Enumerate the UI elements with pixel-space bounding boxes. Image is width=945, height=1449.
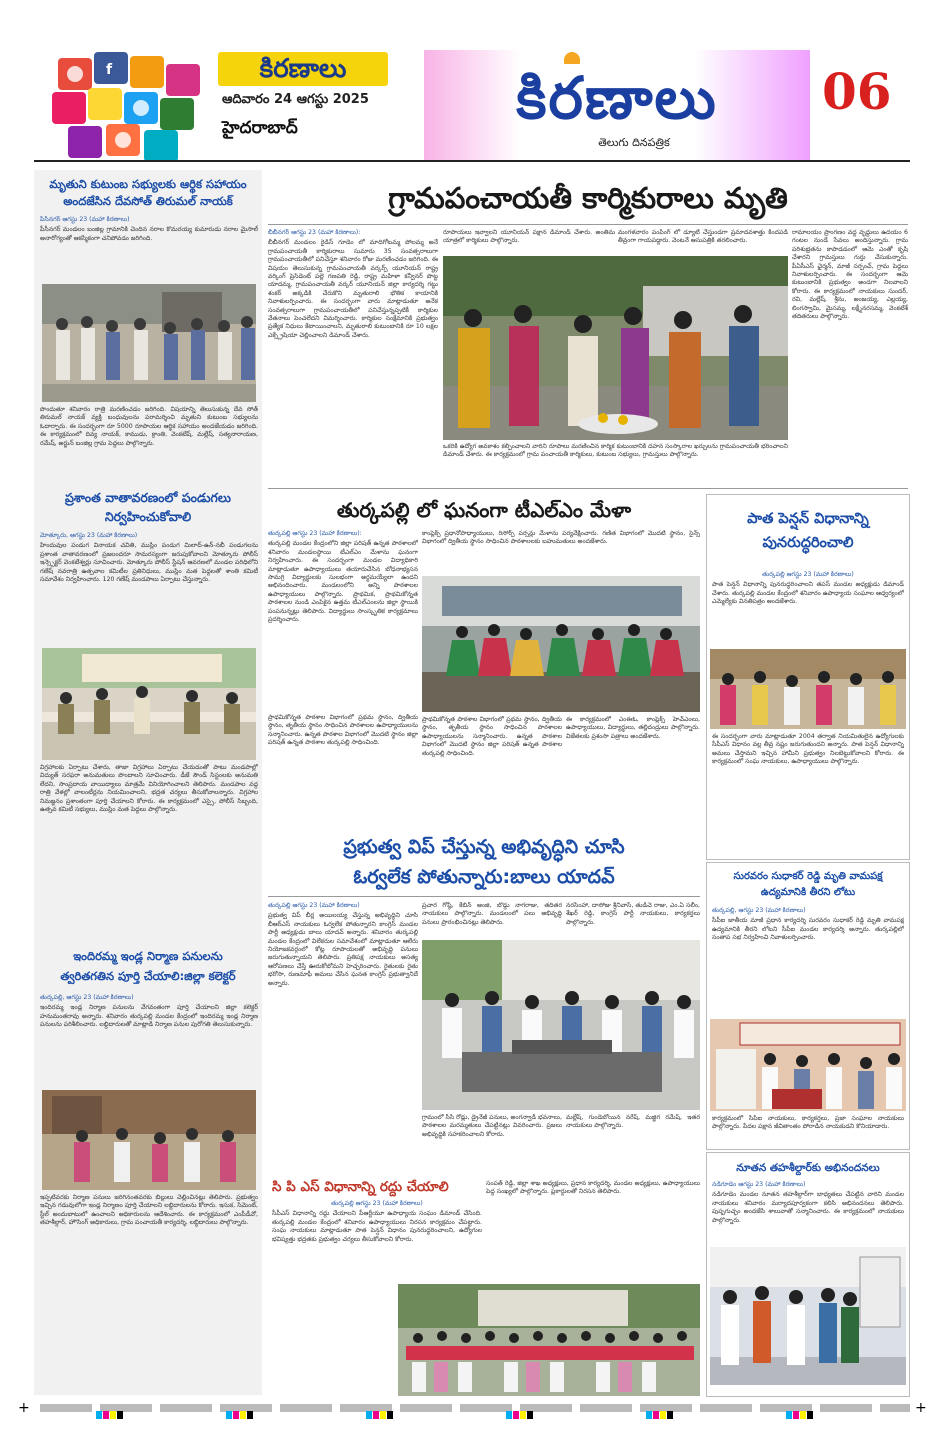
suravaram-headline (709, 869, 907, 901)
pension-headline-line1: పాత పెన్షన్ విధానాన్ని (747, 511, 869, 527)
lead-text-mid-top (443, 229, 615, 253)
story1-photo (42, 284, 256, 402)
tlm-text-bottom-left (422, 716, 562, 826)
story2-text-top: హిందువుల పండుగ వినాయక చవితి, ముస్లిం పండుగ మిలాద్-ఉన్-నబీ పండుగలను ప్రశాంత వాతావరణంలో ప్రజలందరూ సామరస్యంగా జరుపుకోవాలని మోత్కూరు పోలీస్ ఇన్స్పెక్టర్ వెంకటేశ్వర్లు సూచించారు. మోత్కూరు పోలీస్ స్టేషన్ ఆవరణలో మండల పరిధిలోని గణేష్ నవరాత్రి ఉత్సవాల కమిటీల ప్రతినిధులు, ముస్లిం మత పెద్దలతో శాంతి కమిటీ సమావేశం నిర్వహించారు. 120 గణేష్ మండపాలు ఏర్పాటు చేస్తున్నారు. (40, 542, 258, 584)
lead-text-mid-top-body: రూపాయలు ఇవ్వాలని యూనియన్ పక్షాన డిమాండ్ చేశారు. అంతిమ యాత్రలో కార్మికులు పాల్గొన్నారు. (443, 229, 615, 245)
lead-dateline: బీబీనగర్ ఆగస్టు 23 (మహా కిరణాలు): (268, 229, 361, 236)
tlm-text-mid-body: కాంప్లెక్స్ ప్రధానోపాధ్యాయులు, రిసోర్స్ పర్సన్లు మేళాను పర్యవేక్షించారు. గణిత విభాగంలో మొదటి స్థానం, సైన్స్ విభాగంలో ద్వితీయ స్థానం సాధించిన పాఠశాలలకు బహుమతులు అందజేశారు. (422, 530, 700, 546)
cps-headline: సి పి ఎస్ విధానాన్ని రద్దు చేయాలి (272, 1179, 449, 1195)
story2-body-bottom (40, 764, 258, 940)
lead-text-right-body: రామాలయం ప్రాంగణం వద్ద వృద్ధులు ఉదయం 6 గంటల నుండే సేవలు అందిస్తున్నారు. గ్రామ పరిశుభ్రతను కాపాడడంలో ఆమె ఎంతో కృషి చేశారని గ్రామస్తులు గుర్తు చేసుకున్నారు. పీఏసీఎస్ ఛైర్మన్, మాజీ సర్పంచ్, గ్రామ పెద్దలు నివాళులర్పించారు. ఈ సందర్భంగా ఆమె కుటుంబానికి ప్రభుత్వం అండగా నిలవాలని కోరారు. ఈ కార్యక్రమంలో నాయకులు సుందర్, రవి, మల్లేష్, శ్రీను, అంజయ్య, ఎల్లయ్య, లింగస్వామి, మైసమ్మ, లక్ష్మీనరసమ్మ, వెంకటేశ్ తదితరులు పాల్గొన్నారు. (792, 229, 908, 321)
govt-headline (268, 832, 700, 892)
color-swatch (793, 1411, 799, 1419)
tahsildar-photo (710, 1247, 906, 1385)
svg-text:f: f (106, 62, 113, 78)
tlm-text-mid (422, 530, 700, 572)
color-swatch (380, 1411, 386, 1419)
govt-headline-line1: ప్రభుత్వ విప్ చేస్తున్న అభివృద్ధిని చూసి (343, 836, 625, 858)
color-swatch (117, 1411, 123, 1419)
edition-city: హైదరాబాద్ (222, 118, 298, 138)
pension-body-bottom (712, 733, 904, 855)
govt-text-left-body: ప్రభుత్వ విప్ బీర్ల అయిలయ్య చేస్తున్న అభివృద్ధిని చూసి బీఆర్ఎస్ నాయకులు ఓర్వలేక పోతున్నారని కాంగ్రెస్ మండల పార్టీ అధ్యక్షుడు బాలు యాదవ్ అన్నారు. శనివారం తుర్కపల్లి మండల కేంద్రంలో విలేకరుల సమావేశంలో మాట్లాడుతూ ఆలేరు నియోజకవర్గంలో కోట్ల రూపాయలతో అభివృద్ధి పనులు జరుగుతున్నాయని తెలిపారు. ప్రతిపక్ష నాయకులు అసత్య ఆరోపణలు చేస్తే ఊరుకోబోమని హెచ్చరించారు. రైతులకు రైతు భరోసా, రుణమాఫీ అమలు చేసిన ఘనత కాంగ్రెస్ ప్రభుత్వానిదే అన్నారు. (268, 912, 418, 987)
color-swatch (96, 1411, 102, 1419)
cps-text-right-body: సంపత్ రెడ్డి, జిల్లా శాఖ అధ్యక్షులు, ప్రధాన కార్యదర్శి, మండల అధ్యక్షులు, ఉపాధ్యాయులు పెద్ద సంఖ్యలో పాల్గొన్నారు. ప్లకార్డులతో నిరసన తెలిపారు. (486, 1180, 700, 1196)
cps-text-left-body: సీపీఎస్ విధానాన్ని రద్దు చేయాలని పీఆర్టీయూ ఉపాధ్యాయ సంఘం డిమాండ్ చేసింది. తుర్కపల్లి మండల కేంద్రంలో శనివారం ఉపాధ్యాయులు నిరసన కార్యక్రమం చేపట్టారు. సంఘ నాయకులు మాట్లాడుతూ పాత పెన్షన్ విధానం పునరుద్ధరించాలని, ఉద్యోగుల భవిష్యత్తు భద్రతకు ప్రభుత్వం చర్యలు తీసుకోవాలని కోరారు. (272, 1210, 482, 1243)
color-swatch (387, 1411, 393, 1419)
color-swatch (653, 1411, 659, 1419)
govt-text-right-top-body: నరసింహా, దాసోజు శ్రీనివాస్, తుడిచె రాజు, ఎం.ఏ సలీం, శేఖర్ రెడ్డి, కాంగ్రెస్ పార్టీ నాయకులు, కార్యకర్తలు పాల్గొన్నారు. (566, 902, 700, 926)
pension-headline (709, 507, 907, 555)
color-swatch (513, 1411, 519, 1419)
tlm-text-left-cont (268, 714, 418, 826)
tlm-headline: తుర్కపల్లి లో ఘనంగా టీఎల్ఎం మేళా (336, 498, 632, 522)
pension-dateline: తుర్కపల్లి ఆగస్టు 23 (మహా కిరణాలు) (762, 571, 854, 578)
govt-text-right-bottom (566, 1114, 700, 1170)
pension-body-top (712, 571, 904, 645)
brand-tagline: తెలుగు దినపత్రిక (598, 136, 670, 149)
pension-text-bottom: ఈ సందర్భంగా వారు మాట్లాడుతూ 2004 తర్వాత నియమితులైన ఉద్యోగులకు సీపీఎస్ విధానం వల్ల తీవ్ర నష్టం జరుగుతుందని అన్నారు. పాత పెన్షన్ విధానాన్ని అమలు చేస్తామని ఇచ్చిన హామీని ప్రభుత్వం నిలబెట్టుకోవాలని కోరారు. ఈ కార్యక్రమంలో సంఘ నాయకులు, ఉపాధ్యాయులు పాల్గొన్నారు. (712, 733, 904, 766)
edition-date: ఆదివారం 24 ఆగస్టు 2025 (222, 92, 369, 107)
story2-text-bottom: విగ్రహాలకు ఏర్పాటు చేశారు, తాజా విగ్రహాలు ఏర్పాటు చేయడంతో పాటు మండపాల్లో విద్యుత్ సరఫరా అనుమతులు పొందాలని సూచించారు. డీజే సౌండ్ సిస్టంలకు అనుమతి లేదని, సాంప్రదాయ వాయిద్యాలు మాత్రమే వినియోగించాలని తెలిపారు. మండపాల వద్ద రాత్రి వేళల్లో వాలంటీర్లను నియమించాలని, భద్రత చర్యలు తీసుకోవాలన్నారు. విగ్రహాల నిమజ్జనం ప్రశాంతంగా పూర్తి చేయాలని కోరారు. ఈ కార్యక్రమంలో ఎస్సై, పోలీస్ సిబ్బంది, ఉత్సవ కమిటీ సభ్యులు, ముస్లిం మత పెద్దలు పాల్గొన్నారు. (40, 764, 258, 814)
govt-text-right-top (566, 902, 700, 936)
story2-headline (36, 488, 260, 526)
lead-text-mid-bottom-body: ఒకరికి ఉద్యోగ అవకాశం కల్పించాలని వారిని రూపాలు మరణించిన కార్మిక కుటుంబానికి దహన సంస్కారాల ఖర్చులను గ్రామపంచాయతీ భరించాలని డిమాండ్ చేశారు. ఈ కార్యక్రమంలో గ్రామ పంచాయతీ కార్మికులు, కుటుంబ సభ్యులు, గ్రామస్తులు పాల్గొన్నారు. (443, 443, 788, 459)
govt-photo (422, 940, 700, 1110)
brand-wordmark: కిరణాలు (516, 64, 718, 132)
story1-body-top (40, 216, 258, 280)
cps-dateline: తుర్కపల్లి ఆగస్టు 23 (మహా కిరణాలు) (331, 1200, 423, 1207)
registration-mark-right-icon: + (915, 1400, 927, 1416)
story1-text-bottom: పొందుతూ శనివారం రాత్రి మరణించడం జరిగింది. విషయాన్ని తెలుసుకున్న దేవ సోత్ తిరుమల్ నాయక్ వ్యక్తి బంధువులను పరామర్శించి మృతుని కుటుంబ సభ్యులను ఓదార్చారు. ఈ సందర్భంగా రూ 5000 రూపాయల ఆర్థిక సహాయం అందజేయడం జరిగింది. ఈ కార్యక్రమంలో దివ్య నాయక్, కాముడు, క్రాంతి, వెంకటేష్, మల్లేష్, సత్యనారాయణ, రమేష్, అర్జున్ బంజిల్ల గ్రామ పెద్దలు పాల్గొన్నారు. (40, 406, 258, 447)
masthead-rule (34, 160, 910, 162)
govt-dateline: తుర్కపల్లి ఆగస్టు 23 (మహా కిరణాలు) (268, 902, 360, 909)
big-brand-logo (424, 50, 810, 160)
page-number: 06 (822, 62, 892, 121)
footer-registration-bar (0, 1400, 945, 1420)
pension-box (706, 494, 910, 860)
tlm-text-bottom-right (566, 716, 700, 826)
story3-headline-line2: త్వరితగతిన పూర్తి చేయాలి:జిల్లా కలెక్టర్ (60, 969, 236, 983)
pension-headline-line2: పునరుద్ధరించాలి (762, 535, 854, 551)
color-swatch (667, 1411, 673, 1419)
story2-headline-line1: ప్రశాంత వాతావరణంలో పండుగలు (64, 490, 232, 505)
story3-text-top: ఇందిరమ్మ ఇండ్ల నిర్మాణ పనులను వేగవంతంగా పూర్తి చేయాలని జిల్లా కలెక్టర్ హనుమంతరావు అన్నారు. శనివారం తుర్కపల్లి మండల కేంద్రంలో ఇందిరమ్మ ఇండ్ల నిర్మాణ పనులను పరిశీలించారు. లబ్ధిదారులతో మాట్లాడి నిర్మాణ పనుల పురోగతి తెలుసుకున్నారు. (40, 1004, 258, 1029)
story1-body-bottom (40, 406, 258, 484)
lead-text-left (268, 229, 438, 483)
tlm-dateline: తుర్కపల్లి ఆగస్టు 23 (మహా కిరణాలు): (268, 530, 362, 537)
story1-dateline: పీసీనగర్ ఆగస్టు 23 (మహా కిరణాలు) (40, 216, 130, 223)
registration-mark-left-icon: + (18, 1400, 30, 1416)
story1-headline (36, 176, 260, 210)
color-swatch (240, 1411, 246, 1419)
suravaram-dateline: తుర్కపల్లి, ఆగస్టు 23 (మహా కిరణాలు) (712, 907, 806, 914)
tahsildar-box (706, 1152, 910, 1397)
cps-photo (398, 1284, 700, 1396)
lead-rule (268, 224, 908, 225)
story3-dateline: తుర్కపల్లి, ఆగస్టు 23 (మహా కిరణాలు) (40, 994, 134, 1001)
story3-photo (42, 1090, 256, 1190)
tlm-text-left-cont-body: ప్రాథమికోన్నత పాఠశాల విభాగంలో ప్రథమ స్థానం, ద్వితీయ స్థానం, తృతీయ స్థానం సాధించిన పాఠశాలల ఉపాధ్యాయులను సన్మానించారు. ఉన్నత పాఠశాల విభాగంలో మొదటి స్థానం జిల్లా పరిషత్ ఉన్నత పాఠశాల తుర్కపల్లి సాధించింది. (268, 714, 418, 747)
story3-text-bottom: ఇప్పటివరకు నిర్మాణ పనులు జరిగినంతవరకు బిల్లులు చెల్లించినట్లు తెలిపారు. ప్రభుత్వం ఇచ్చిన గడువులోగా ఇండ్ల నిర్మాణం పూర్తి చేయాలని లబ్ధిదారులను కోరారు. ఇసుక, సిమెంట్, స్టీల్ అందుబాటులో ఉంచాలని అధికారులను ఆదేశించారు. ఈ కార్యక్రమంలో ఎంపీడీవో, తహశీల్దార్, హౌసింగ్ అధికారులు, గ్రామ పంచాయతీ కార్యదర్శి, లబ్ధిదారులు పాల్గొన్నారు. (40, 1194, 258, 1227)
tahsildar-body (712, 1181, 904, 1243)
suravaram-body-bottom (712, 1115, 904, 1147)
color-swatch (366, 1411, 372, 1419)
lead-text-left-body: బీబీనగర్ మండలం రైడిస్ గూడెం లో మాదిగోటమ్మ పోలమ్మ అనే గ్రామపంచాయతీ కార్మికురాలు సుమారు 35 సంవత్సరాలుగా గ్రామపంచాయతీలో పనిచేస్తూ శనివారం రోజు మరణించడం జరిగింది. ఈ విషయం తెలుసుకున్న గ్రామపంచాయతీ వర్కర్స్ యూనియన్ రాష్ట్ర వర్కింగ్ ప్రెసిడెంట్ పల్లె గణపతి రెడ్డి, రాష్ట్ర మహిళా కన్వీనర్ పొట్ట యాదమ్మ, గ్రామపంచాయతీ వర్కర్ యూనియన్ జిల్లా కార్యదర్శి గట్టు శంకర్ అక్కడికి చేరుకొని మృతురాలి భౌతిక కాయానికి నివాళులర్పించారు. ఈ సందర్భంగా వారు మాట్లాడుతూ అనేక సంవత్సరాలుగా గ్రామపంచాయతీలో పనిచేస్తున్నప్పటికీ కార్మికుల వేతనాలు పెంచలేదని విమర్శించారు. కార్మికుల సంక్షేమానికి ప్రభుత్వం ప్రత్యేక నిధులు కేటాయించాలని, మృతురాలి కుటుంబానికి రూ 10 లక్షల ఎక్స్గ్రేషియా చెల్లించాలని డిమాండ్ చేశారు. (268, 239, 438, 339)
suravaram-body-top (712, 907, 904, 1013)
social-media-cubes-graphic (48, 50, 218, 168)
govt-headline-line2: ఓర్వలేక పోతున్నారు:బాలు యాదవ్ (353, 866, 615, 888)
color-swatch (110, 1411, 116, 1419)
small-brand-logo: కిరణాలు (218, 52, 388, 86)
color-swatch (373, 1411, 379, 1419)
story3-body-top (40, 994, 258, 1086)
color-swatch (247, 1411, 253, 1419)
tlm-text-left (268, 530, 418, 710)
cps-text-right (486, 1180, 700, 1280)
govt-text-mid-bottom-body: గ్రామంలో సీసీ రోడ్లు, డ్రైనేజీ పనులు, అంగన్వాడీ భవనాలు, పాఠశాలల మరమ్మతులు చేపట్టినట్లు వివరించారు. ప్రజలు అభివృద్ధికి సహకరించాలని కోరారు. (422, 1114, 562, 1138)
lead-headline: గ్రామపంచాయతీ కార్మికురాలు మృతి (388, 181, 788, 215)
color-swatch (786, 1411, 792, 1419)
suravaram-photo (710, 1019, 906, 1111)
story2-headline-line2: నిర్వహించుకోవాలి (104, 509, 192, 524)
lead-text-mid2-top-body: మంగళవారం పంపింగ్ లో డ్యూటీ చేస్తుండగా ప్రమాదవశాత్తు కిందపడి తీవ్రంగా గాయపడ్డారు. వెంటనే ఆసుపత్రికి తరలించారు. (618, 229, 788, 245)
govt-text-mid-top (422, 902, 562, 936)
color-swatch (103, 1411, 109, 1419)
story1-headline-line1: మృతుని కుటుంబ సభ్యులకు ఆర్థిక సహాయం (49, 177, 247, 191)
color-swatch (233, 1411, 239, 1419)
govt-rule (268, 896, 700, 897)
suravaram-box (706, 862, 910, 1150)
color-swatch (807, 1411, 813, 1419)
tahsildar-text: నడిగూడెం మండల నూతన తహశీల్దార్‌గా బాధ్యతలు చేపట్టిన వారిని మండల నాయకులు శనివారం మర్యాదపూర్వకంగా కలిసి అభినందనలు తెలిపారు. పుష్పగుచ్ఛం అందజేసి శాలువాతో సన్మానించారు. ఈ కార్యక్రమంలో నాయకులు పాల్గొన్నారు. (712, 1191, 904, 1224)
suravaram-text-top: సీపీఐ జాతీయ మాజీ ప్రధాన కార్యదర్శి సురవరం సుధాకర్ రెడ్డి మృతి వామపక్ష ఉద్యమానికి తీరని లోటని సీపీఐ మండల కార్యదర్శి అన్నారు. తుర్కపల్లిలో సంతాప సభ నిర్వహించి నివాళులర్పించారు. (712, 917, 904, 942)
color-swatch (646, 1411, 652, 1419)
story3-headline (36, 946, 260, 986)
tahsildar-headline: నూతన తహశీల్దార్‌కు అభినందనలు (736, 1162, 880, 1174)
story3-headline-line1: ఇందిరమ్మ ఇండ్ల నిర్మాణ పనులను (73, 949, 223, 963)
suravaram-text-bottom: కార్యక్రమంలో సీపీఐ నాయకులు, కార్యకర్తలు, ప్రజా సంఘాల నాయకులు పాల్గొన్నారు. పేదల పక్షాన జీవితాంతం పోరాడిన నాయకుడని కొనియాడారు. (712, 1115, 904, 1131)
story2-dateline: మోత్కూరు, ఆగస్టు 23 (మహా కిరణాలు) (40, 532, 138, 539)
lead-photo (443, 256, 788, 440)
color-swatch (800, 1411, 806, 1419)
cps-text-left (272, 1200, 482, 1284)
story2-body-top (40, 532, 258, 644)
left-column-panel (34, 170, 262, 1395)
suravaram-headline-line1: సురవరం సుధాకర్ రెడ్డి మృతి వామపక్ష (733, 871, 883, 882)
tlm-photo (422, 576, 700, 712)
color-swatch (506, 1411, 512, 1419)
color-swatch (520, 1411, 526, 1419)
suravaram-headline-line2: ఉద్యమానికి తీరని లోటు (760, 887, 856, 898)
lead-text-mid-bottom (443, 443, 788, 483)
masthead (0, 0, 945, 160)
tlm-text-bottom-right-body: ఈ కార్యక్రమంలో ఎంఈఓ, కాంప్లెక్స్ హెచ్ఎంలు, ఉపాధ్యాయులు, విద్యార్థులు, తల్లిదండ్రులు పాల్గొన్నారు. విజేతలకు ప్రశంసా పత్రాలు అందజేశారు. (566, 716, 700, 740)
tlm-text-bottom-left-body: ప్రాథమికోన్నత పాఠశాల విభాగంలో ప్రథమ స్థానం, ద్వితీయ స్థానం, తృతీయ స్థానం సాధించిన పాఠశాలల ఉపాధ్యాయులను సన్మానించారు. ఉన్నత పాఠశాల విభాగంలో మొదటి స్థానం జిల్లా పరిషత్ ఉన్నత పాఠశాల తుర్కపల్లి సాధించింది. (422, 716, 562, 757)
story3-body-bottom (40, 1194, 258, 1390)
color-swatch (226, 1411, 232, 1419)
pension-photo (710, 649, 906, 729)
govt-text-mid-top-body: ప్రచార గోష్ఠి, కేబిన్ అంజి, బొడ్డు నాగరాజు, తదితర నాయకులు పాల్గొన్నారు. మండలంలో పలు అభివృద్ధి పనులు ప్రారంభించినట్లు తెలిపారు. (422, 902, 562, 926)
footer-color-swatches (96, 1404, 916, 1412)
pension-text-top: పాత పెన్షన్ విధానాన్ని పునరుద్ధరించాలని తపస్ మండల అధ్యక్షుడు డిమాండ్ చేశారు. తుర్కపల్లి మండల కేంద్రంలో శనివారం ఉపాధ్యాయ సంఘాల ఆధ్వర్యంలో ఎమ్మెల్యేకు వినతిపత్రం అందజేశారు. (712, 581, 904, 606)
lead-text-mid2-top (618, 229, 788, 253)
story2-photo (42, 648, 256, 760)
color-swatch (660, 1411, 666, 1419)
govt-text-right-bottom-body: మల్లేష్, గుండెబోయిన నరేష్, మజ్జిగ రమేష్, ఇతర నాయకులు పాల్గొన్నారు. (566, 1114, 700, 1130)
lead-text-right (792, 229, 908, 483)
color-swatch (527, 1411, 533, 1419)
story1-text-top: పీసీనగర్ మండలం బంజిల్ల గ్రామానికి చెందిన నరాల కొమరయ్య కుమారుడు నరాల మైసాల్ అనారోగ్యంతో ఆకస్మికంగా చనిపోవడం జరిగింది. (40, 226, 258, 242)
tlm-text-left-body: తుర్కపల్లి మండల కేంద్రంలోని జిల్లా పరిషత్ ఉన్నత పాఠశాలలో శనివారం మండలస్థాయి టీఎల్ఎం మేళాను ఘనంగా నిర్వహించారు. ఈ సందర్భంగా మండల విద్యాధికారి మాట్లాడుతూ ఉపాధ్యాయులు తయారుచేసిన బోధనాభ్యసన సామగ్రి విద్యార్థులకు సులభంగా అర్థమయ్యేలా ఉందని అభినందించారు. మండలంలోని అన్ని పాఠశాలల ఉపాధ్యాయులు పాల్గొన్నారు. ప్రాథమిక, ప్రాథమికోన్నత పాఠశాలల నుండి ఎంపికైన ఉత్తమ టీఎల్ఎంలను జిల్లా స్థాయికి పంపనున్నట్లు తెలిపారు. విద్యార్థులు సాంస్కృతిక కార్యక్రమాలు ప్రదర్శించారు. (268, 540, 418, 624)
tahsildar-dateline: నడిగూడెం ఆగస్టు 23 (మహా కిరణాలు) (712, 1181, 806, 1188)
lead-bottom-rule (268, 488, 908, 489)
govt-text-mid-bottom (422, 1114, 562, 1170)
govt-text-left (268, 902, 418, 1168)
story1-headline-line2: అందజేసిన దేవసోత్ తిరుమల్ నాయక్ (63, 194, 233, 208)
